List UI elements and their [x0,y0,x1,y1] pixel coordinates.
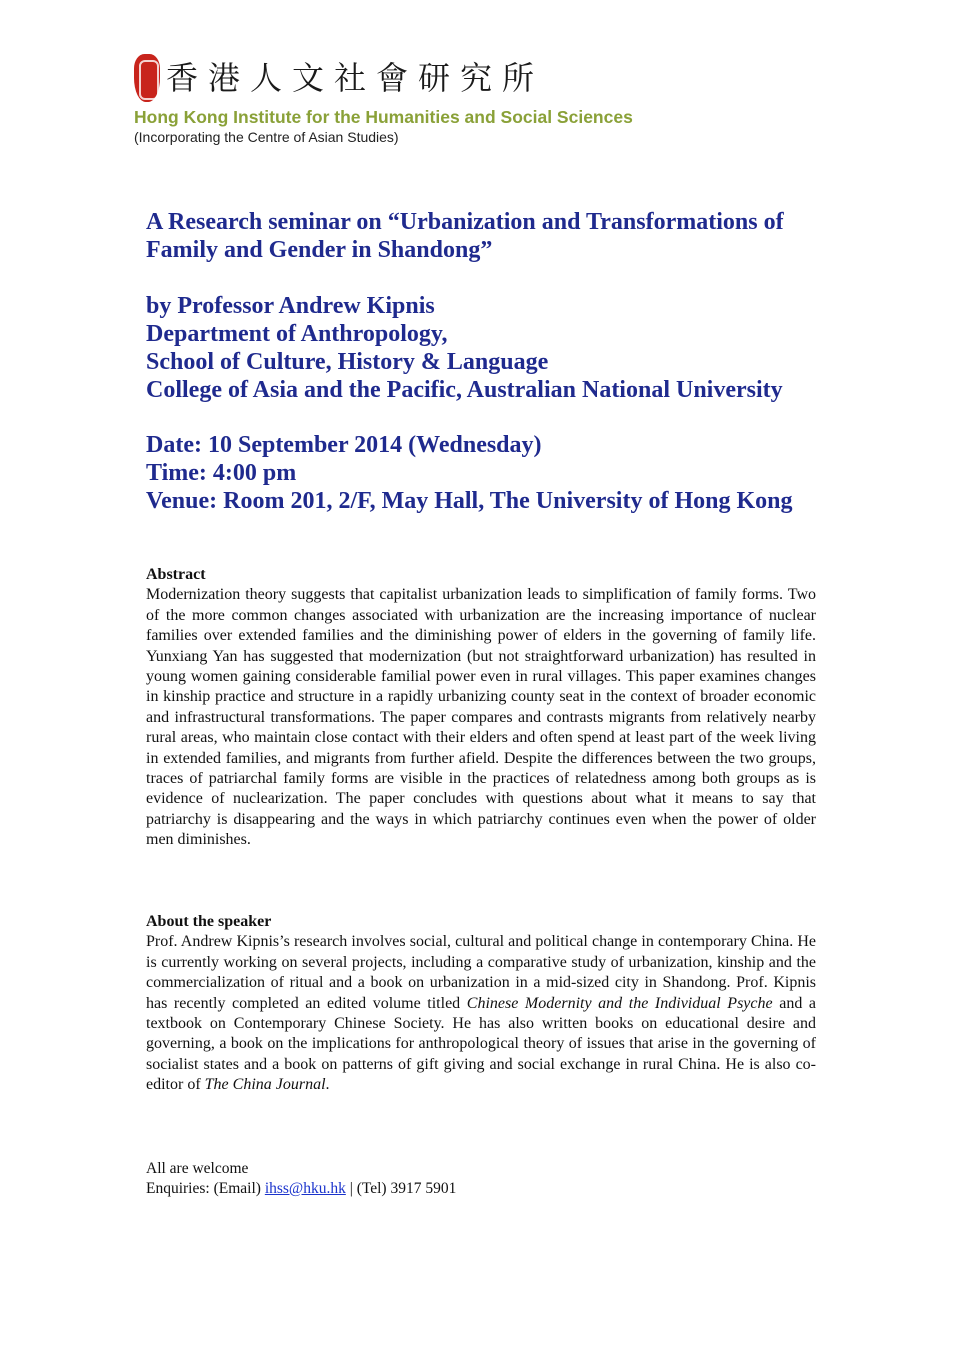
telephone-text: | (Tel) 3917 5901 [345,1180,457,1197]
email-link[interactable]: ihss@hku.hk [264,1180,346,1197]
chinese-institute-name: 香港人文社會研究所 [166,59,545,97]
about-text [146,932,816,1095]
journal-title: The China Journal [204,1076,326,1094]
institute-header [134,50,694,146]
english-institute-name: Hong Kong Institute for the Humanities and Social Sciences [134,107,633,127]
speaker-name: by Professor Andrew Kipnis [146,293,435,319]
logo-row [134,50,694,106]
seminar-title [146,208,846,264]
institute-seal-icon [134,54,160,102]
about-text-part: and a textbook on Contemporary Chinese Society. He has also written books on educational desire and governing, a book on the implications for anthropological theory of issues that arise in the governing of socialist states and a book on patterns of gift giving and social exchange in rural China. He is also co-editor of [146,994,817,1094]
speaker-college: College of Asia and the Pacific, Australian National University [146,377,783,403]
speaker-block [146,292,846,404]
abstract-section [146,565,816,851]
event-date: Date: 10 September 2014 (Wednesday) [146,432,542,458]
seminar-title-line: Family and Gender in Shandong” [146,237,493,263]
enquiries-line [146,1179,456,1199]
abstract-heading: Abstract [146,566,206,583]
welcome-text: All are welcome [146,1160,249,1177]
institute-subtitle: (Incorporating the Centre of Asian Studies) [134,129,399,145]
book-title: Chinese Modernity and the Individual Psyche [466,994,773,1012]
about-text-part: Prof. Andrew Kipnis’s research involves social, cultural and political change in contemporary China. He is currently working on several projects, including a comparative study of urbanization, kinship and the commercialization of ritual and a book on urbanization in a mid-sized city in Shandong. Prof. Kipnis has recently completed an edited volume titled [146,933,816,1012]
speaker-department: Department of Anthropology, [146,321,448,347]
enquiries-label: Enquiries: (Email) [146,1180,265,1197]
event-time: Time: 4:00 pm [146,460,297,486]
about-heading: About the speaker [146,913,272,930]
about-text-part: . [325,1076,330,1094]
about-speaker-section [146,912,816,1096]
seminar-title-line: A Research seminar on “Urbanization and Transformations of [146,209,784,235]
event-venue: Venue: Room 201, 2/F, May Hall, The University of Hong Kong [146,488,793,514]
speaker-school: School of Culture, History & Language [146,349,549,375]
event-details [146,431,866,515]
footer [146,1159,456,1199]
abstract-text: Modernization theory suggests that capitalist urbanization leads to simplification of family forms. Two of the more common changes associated with urbanization are the increasing importance of nuclear families over extended families and the diminishing power of elders in the governing of family life. Yunxiang Yan has suggested that modernization (but not straightforward urbanization) has resulted in young women gaining considerable familial power even in rural villages. This paper examines changes in kinship practice and structure in a rapidly urbanizing county seat in the context of broader economic and infrastructural transformations. The paper compares and contrasts migrants from relatively nearby rural areas, who maintain close contact with their elders and often spend at least part of the week living in extended families, and migrants from further afield. Despite the differences between the two groups, traces of patriarchal family forms are visible in the practices of relatedness among both groups as is evidence of nuclearization. The paper concludes with questions about what it means to say that patriarchy is disappearing and the ways in which patriarchy continues even when the power of older men diminishes. [146,586,816,849]
